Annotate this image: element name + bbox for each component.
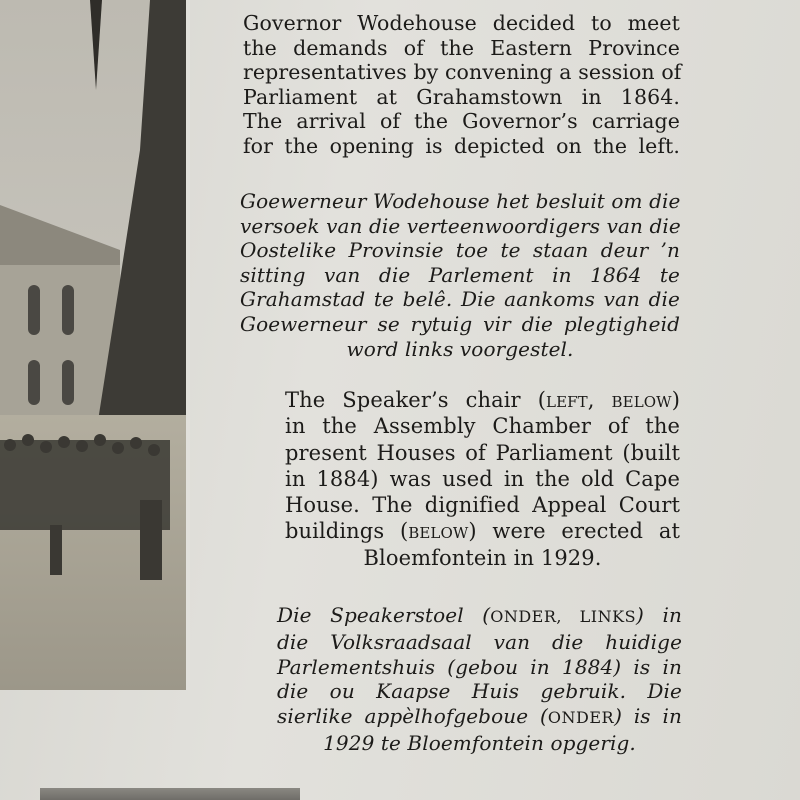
small-caps-reference: below xyxy=(408,519,469,544)
text-line: Oostelike Provinsie toe te staan deur ’n xyxy=(240,238,680,263)
text-line: The Speaker’s chair (left, below) xyxy=(285,388,680,412)
text-line: die ou Kaapse Huis gebruik. Die xyxy=(277,679,682,704)
text-line: House. The dignified Appeal Court xyxy=(285,493,680,518)
text-line: word links voorgestel. xyxy=(346,336,574,361)
text-line: sitting van die Parlement in 1864 te xyxy=(240,262,680,287)
text-line: the demands of the Eastern Province xyxy=(243,35,680,60)
text-line: representatives by convening a session of xyxy=(243,60,682,85)
paragraph-afrikaans-1 xyxy=(240,189,680,361)
photo-window xyxy=(28,285,40,335)
photograph-bottom-edge xyxy=(40,788,300,800)
text-line: die Volksraadsaal van die huidige xyxy=(277,629,682,654)
text-line: 1929 te Bloemfontein opgerig. xyxy=(323,730,636,755)
text-line: Die Speakerstoel (ONDER, LINKS) in xyxy=(277,603,682,627)
text-line: for the opening is depicted on the left. xyxy=(243,133,680,158)
text-line: Grahamstad te belê. Die aankoms van die xyxy=(240,287,680,312)
photograph-governor-carriage xyxy=(0,0,190,690)
paragraph-afrikaans-2 xyxy=(277,603,682,756)
text-line: Bloemfontein in 1929. xyxy=(363,545,602,570)
text-line: Parliament at Grahamstown in 1864. xyxy=(243,84,680,109)
photo-window xyxy=(62,360,74,405)
text-line: versoek van die verteenwoordigers van die xyxy=(240,213,681,238)
photo-building-wall xyxy=(0,265,120,415)
photo-window xyxy=(28,360,40,405)
paragraph-english-2 xyxy=(285,387,680,571)
small-caps-reference: left, below xyxy=(546,388,672,412)
small-caps-reference: ONDER, LINKS xyxy=(490,607,637,626)
text-line: in the Assembly Chamber of the xyxy=(285,414,680,439)
text-line: buildings (below) were erected at xyxy=(285,519,680,544)
text-line: Goewerneur Wodehouse het besluit om die xyxy=(240,189,681,213)
paragraph-english-1 xyxy=(243,11,680,159)
text-line: Governor Wodehouse decided to meet xyxy=(243,11,680,35)
text-line: sierlike appèlhofgeboue (ONDER) is in xyxy=(277,704,682,729)
text-line: Parlementshuis (gebou in 1884) is in xyxy=(277,654,682,679)
text-line: in 1884) was used in the old Cape xyxy=(285,466,680,491)
small-caps-reference: ONDER xyxy=(547,708,615,728)
photo-window xyxy=(62,285,74,335)
photo-edge xyxy=(186,0,190,690)
text-line: present Houses of Parliament (built xyxy=(285,440,680,465)
text-line: The arrival of the Governor’s carriage xyxy=(243,109,680,134)
text-line: Goewerneur se rytuig vir die plegtigheid xyxy=(240,311,680,336)
